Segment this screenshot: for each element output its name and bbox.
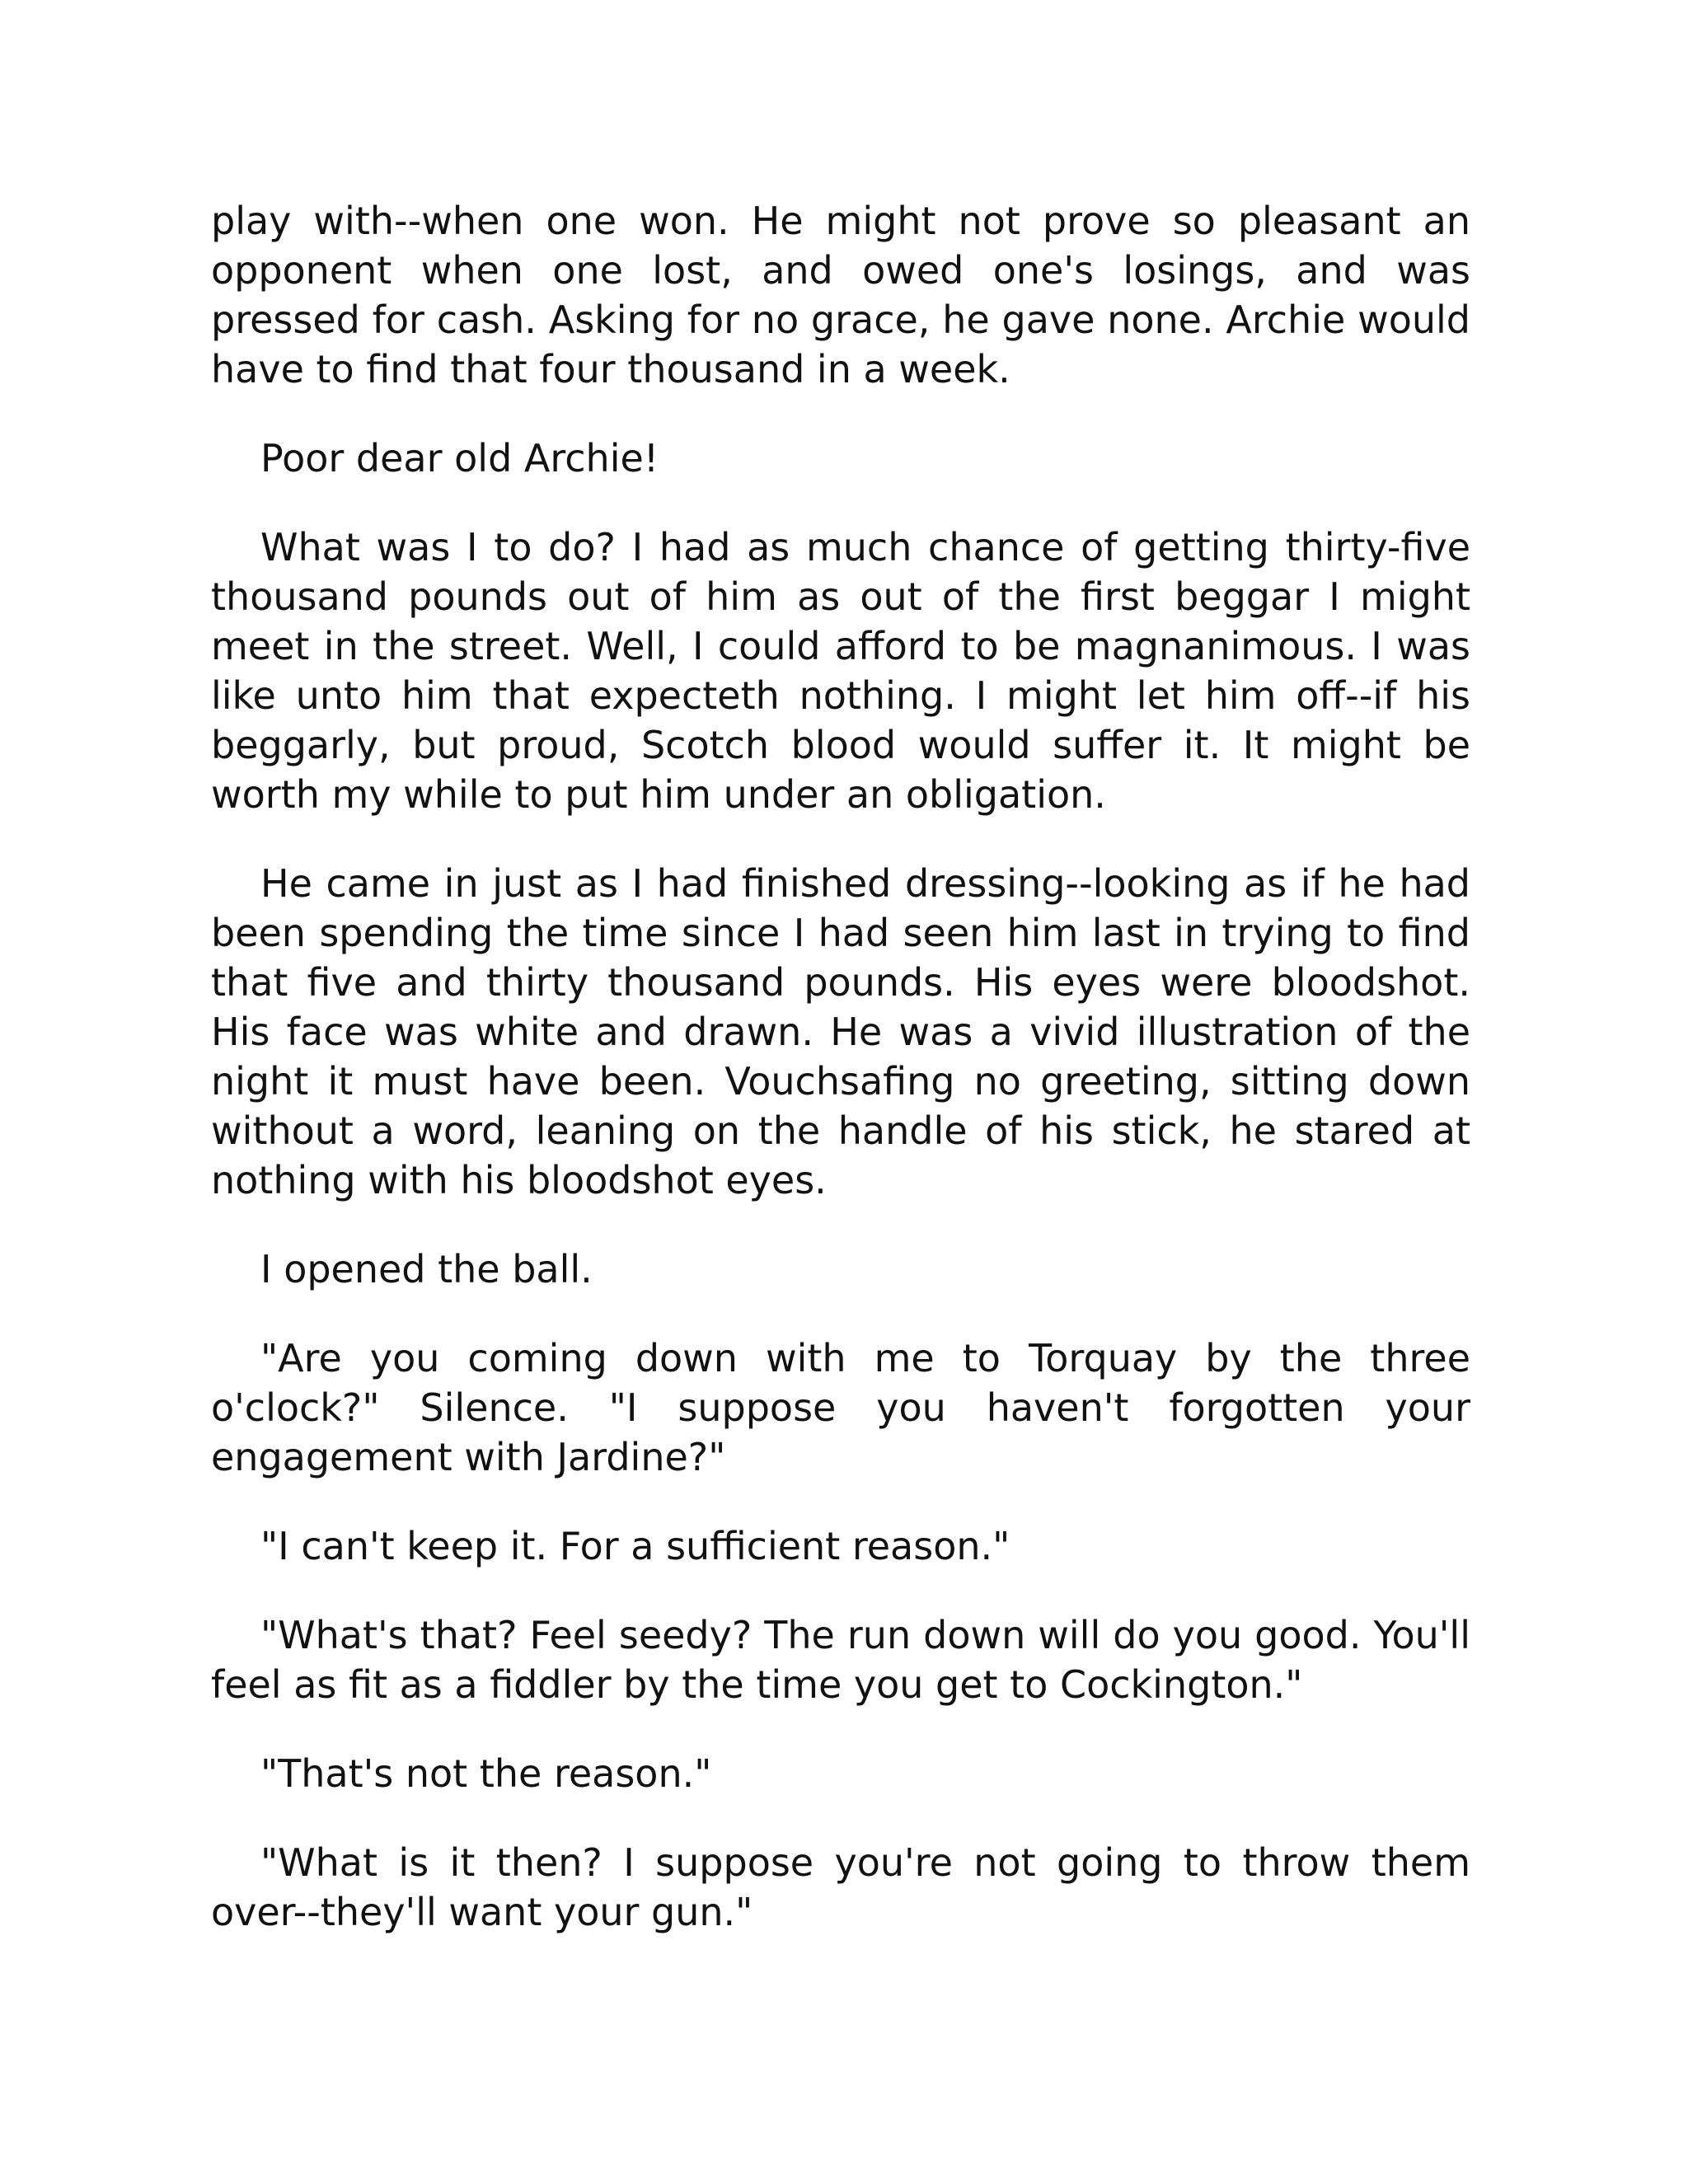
paragraph-4: He came in just as I had finished dressing--looking as if he had been spending the time since I had seen him last in trying to find that five and thirty thousand pounds. His eyes were bloodshot. His face was white and drawn. He was a vivid illustration of the night it must have been. Vouchsafing no greeting, sitting down without a word, leaning on the handle of his stick, he stared at nothing with his bloodshot eyes.	[211, 861, 1470, 1202]
paragraph-7: "I can't keep it. For a sufficient reason."	[260, 1524, 1010, 1568]
paragraph-6: "Are you coming down with me to Torquay by the three o'clock?" Silence. "I suppose you haven't forgotten your engagement with Jardine?"	[211, 1336, 1470, 1479]
document-page	[211, 196, 1470, 1976]
paragraph-9: "That's not the reason."	[260, 1751, 712, 1796]
paragraph-5: I opened the ball.	[260, 1247, 593, 1291]
paragraph-1: play with--when one won. He might not prove so pleasant an opponent when one lost, and owed one's losings, and was pressed for cash. Asking for no grace, he gave none. Archie would have to find that four thousand in a week.	[211, 199, 1470, 391]
paragraph-3: What was I to do? I had as much chance of getting thirty-five thousand pounds out of him as out of the first beggar I might meet in the street. Well, I could afford to be magnanimous. I was like unto him that expecteth nothing. I might let him off--if his beggarly, but proud, Scotch blood would suffer it. It might be worth my while to put him under an obligation.	[211, 525, 1470, 817]
paragraph-8: "What's that? Feel seedy? The run down will do you good. You'll feel as fit as a fiddler by the time you get to Cockington."	[211, 1613, 1470, 1707]
paragraph-2: Poor dear old Archie!	[260, 436, 659, 480]
paragraph-10: "What is it then? I suppose you're not going to throw them over--they'll want your gun."	[211, 1840, 1470, 1934]
